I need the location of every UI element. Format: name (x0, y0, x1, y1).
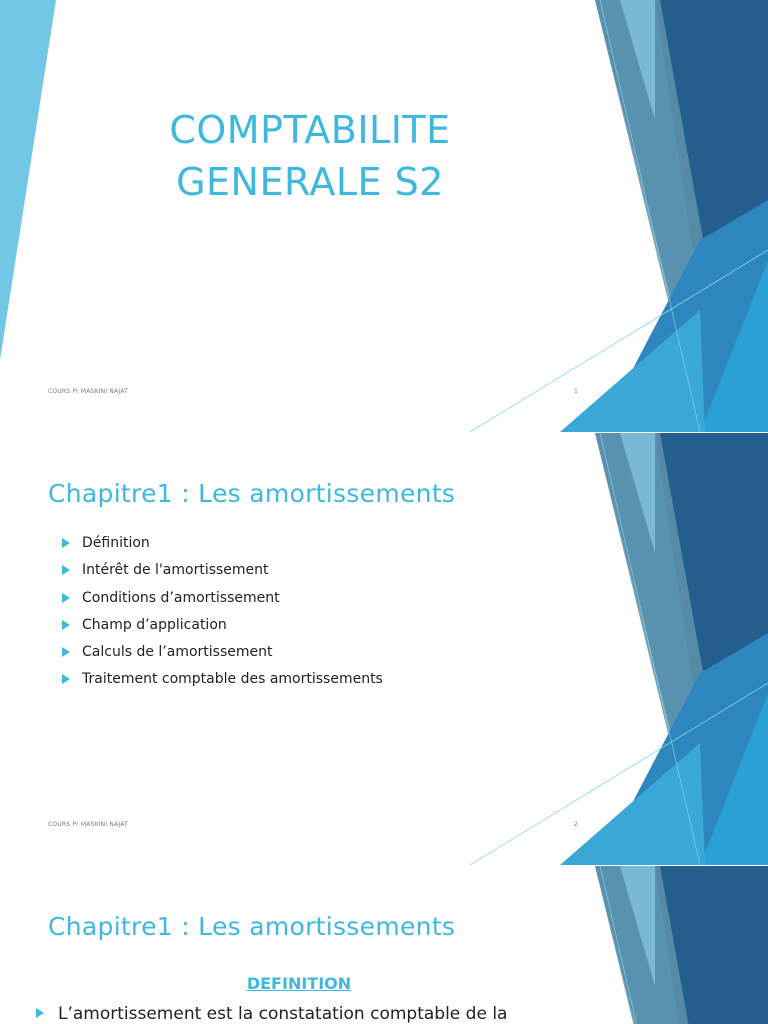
list-item: Intérêt de l'amortissement (62, 561, 383, 588)
bullet-arrow-icon (62, 620, 70, 630)
title-line-1: COMPTABILITE (169, 108, 451, 152)
slide-decoration (0, 866, 768, 1024)
bullet-arrow-icon (62, 565, 70, 575)
bullet-arrow-icon (62, 593, 70, 603)
title-line-2: GENERALE S2 (176, 160, 444, 204)
list-item: Conditions d’amortissement (62, 589, 383, 616)
list-item: Calculs de l’amortissement (62, 643, 383, 670)
definition-line (36, 1004, 507, 1024)
definition-text: L’amortissement est la constatation comptable de la (58, 1004, 508, 1024)
slide-footer: COURS Pr MASKINI NAJAT (48, 388, 128, 395)
slide-footer: COURS Pr MASKINI NAJAT (48, 821, 128, 828)
slide-number: 2 (574, 821, 578, 828)
bullet-arrow-icon (62, 674, 70, 684)
chapter-title: Chapitre1 : Les amortissements (48, 479, 456, 508)
slide-decoration (0, 0, 768, 432)
slide-title (0, 104, 620, 208)
chapter-title: Chapitre1 : Les amortissements (48, 912, 456, 941)
list-item: Champ d’application (62, 616, 383, 643)
topic-list (62, 534, 383, 698)
bullet-arrow-icon (62, 647, 70, 657)
list-item: Définition (62, 534, 383, 561)
slide-1 (0, 0, 768, 432)
list-item: Traitement comptable des amortissements (62, 670, 383, 697)
bullet-arrow-icon (62, 538, 70, 548)
bullet-arrow-icon (36, 1008, 44, 1018)
slide-2 (0, 433, 768, 865)
slide-3 (0, 866, 768, 1024)
section-heading: DEFINITION (246, 974, 352, 993)
slide-number: 1 (574, 388, 578, 395)
